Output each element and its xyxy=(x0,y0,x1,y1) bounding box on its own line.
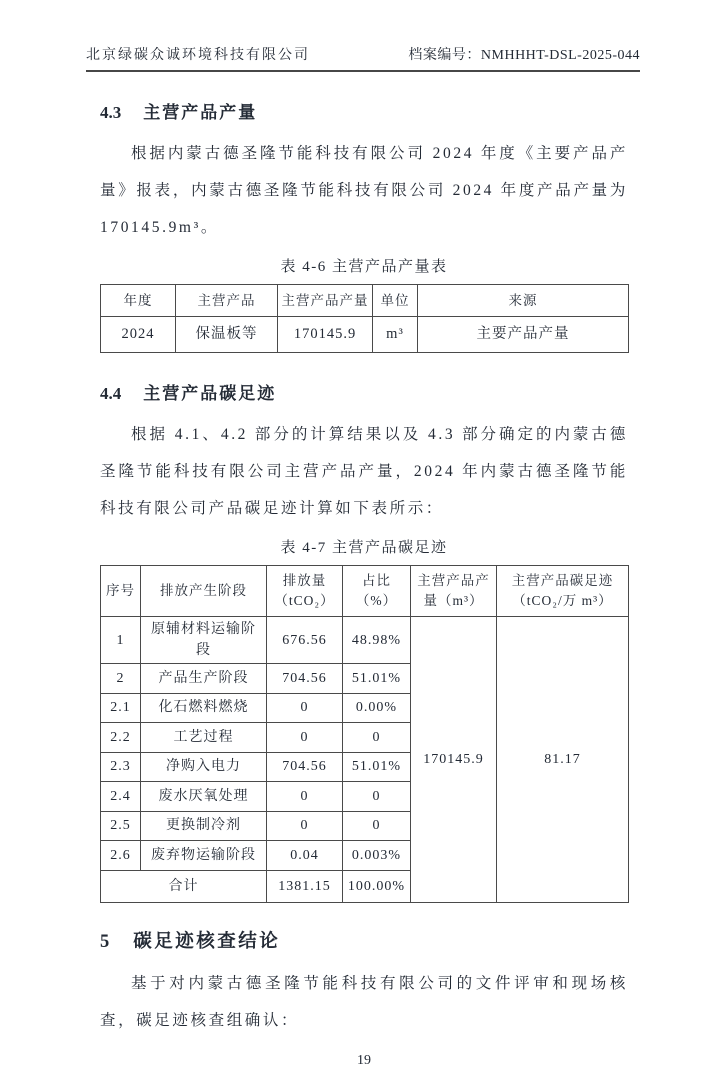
cell-source: 主要产品产量 xyxy=(418,317,629,353)
cell-emission: 676.56 xyxy=(267,617,343,664)
cell-total-emission: 1381.15 xyxy=(267,870,343,902)
col-output: 主营产品产量 xyxy=(278,285,373,317)
col-main-product: 主营产品 xyxy=(176,285,278,317)
cell-unit: m³ xyxy=(373,317,418,353)
cell-year: 2024 xyxy=(101,317,176,353)
page-number: 19 xyxy=(357,1052,371,1068)
table-4-6-header-row xyxy=(101,285,629,317)
col-emission: 排放量（tCO₂） xyxy=(267,566,343,617)
cell-stage: 工艺过程 xyxy=(141,723,267,753)
col-share: 占比（%） xyxy=(343,566,411,617)
cell-stage: 废弃物运输阶段 xyxy=(141,841,267,871)
cell-emission: 0 xyxy=(267,782,343,812)
section-5-title: 碳足迹核查结论 xyxy=(133,931,281,952)
header-company-name: 北京绿碳众诚环境科技有限公司 xyxy=(86,48,310,63)
cell-stage: 净购入电力 xyxy=(141,752,267,782)
section-4-3-number: 4.3 xyxy=(100,103,122,122)
cell-no: 1 xyxy=(101,617,141,664)
col-year: 年度 xyxy=(101,285,176,317)
document-page xyxy=(0,44,724,1068)
cell-footprint-merged: 81.17 xyxy=(497,617,629,903)
section-4-4-heading xyxy=(100,379,628,404)
cell-share: 0.003% xyxy=(343,841,411,871)
cell-stage: 产品生产阶段 xyxy=(141,664,267,694)
cell-product: 保温板等 xyxy=(176,317,278,353)
cell-no: 2.5 xyxy=(101,811,141,841)
cell-stage: 更换制冷剂 xyxy=(141,811,267,841)
cell-emission: 704.56 xyxy=(267,752,343,782)
col-unit: 单位 xyxy=(373,285,418,317)
cell-no: 2.2 xyxy=(101,723,141,753)
section-5-number: 5 xyxy=(100,931,110,952)
table-row xyxy=(101,617,629,664)
table-row xyxy=(101,317,629,353)
cell-stage: 化石燃料燃烧 xyxy=(141,693,267,723)
cell-emission: 704.56 xyxy=(267,664,343,694)
file-number-label: 档案编号： xyxy=(408,48,481,63)
cell-share: 0 xyxy=(343,723,411,753)
cell-no: 2 xyxy=(101,664,141,694)
table-4-7-header-row xyxy=(101,566,629,617)
cell-emission: 0 xyxy=(267,693,343,723)
col-index: 序号 xyxy=(101,566,141,617)
col-source: 来源 xyxy=(418,285,629,317)
cell-no: 2.6 xyxy=(101,841,141,871)
cell-output: 170145.9 xyxy=(278,317,373,353)
cell-share: 0 xyxy=(343,811,411,841)
section-4-3-title: 主营产品产量 xyxy=(143,103,258,122)
section-5-paragraph: 基于对内蒙古德圣隆节能科技有限公司的文件评审和现场核查，碳足迹核查组确认： xyxy=(100,974,628,1029)
cell-no: 2.3 xyxy=(101,752,141,782)
cell-stage: 废水厌氧处理 xyxy=(141,782,267,812)
cell-stage: 原辅材料运输阶段 xyxy=(141,617,267,664)
cell-production-merged: 170145.9 xyxy=(411,617,497,903)
table-4-7 xyxy=(100,565,629,903)
table-4-7-caption: 表 4-7 主营产品碳足迹 xyxy=(280,540,448,556)
file-number-value: NMHHHT-DSL-2025-044 xyxy=(480,48,640,63)
cell-emission: 0 xyxy=(267,723,343,753)
cell-total-share: 100.00% xyxy=(343,870,411,902)
col-stage: 排放产生阶段 xyxy=(141,566,267,617)
section-5-heading xyxy=(100,927,628,953)
cell-share: 48.98% xyxy=(343,617,411,664)
section-4-3-heading xyxy=(100,98,628,123)
table-4-6 xyxy=(100,284,629,353)
col-production: 主营产品产量（m³） xyxy=(411,566,497,617)
section-4-4-title: 主营产品碳足迹 xyxy=(143,384,277,403)
table-4-6-caption: 表 4-6 主营产品产量表 xyxy=(280,259,448,275)
cell-no: 2.1 xyxy=(101,693,141,723)
page-content xyxy=(100,98,628,1069)
cell-share: 0.00% xyxy=(343,693,411,723)
cell-share: 51.01% xyxy=(343,664,411,694)
cell-emission: 0 xyxy=(267,811,343,841)
page-header xyxy=(86,44,640,72)
cell-share: 51.01% xyxy=(343,752,411,782)
cell-total-label: 合计 xyxy=(101,870,267,902)
section-4-4-paragraph: 根据 4.1、4.2 部分的计算结果以及 4.3 部分确定的内蒙古德圣隆节能科技有限公司主营产品产量，2024 年内蒙古德圣隆节能科技有限公司产品碳足迹计算如下表所示： xyxy=(100,426,628,517)
cell-no: 2.4 xyxy=(101,782,141,812)
header-file-number xyxy=(408,44,640,64)
cell-emission: 0.04 xyxy=(267,841,343,871)
col-footprint: 主营产品碳足迹（tCO₂/万 m³） xyxy=(497,566,629,617)
cell-share: 0 xyxy=(343,782,411,812)
section-4-4-number: 4.4 xyxy=(100,384,122,403)
section-4-3-paragraph: 根据内蒙古德圣隆节能科技有限公司 2024 年度《主要产品产量》报表，内蒙古德圣隆节能科技有限公司 2024 年度产品产量为 170145.9m³。 xyxy=(100,145,628,236)
